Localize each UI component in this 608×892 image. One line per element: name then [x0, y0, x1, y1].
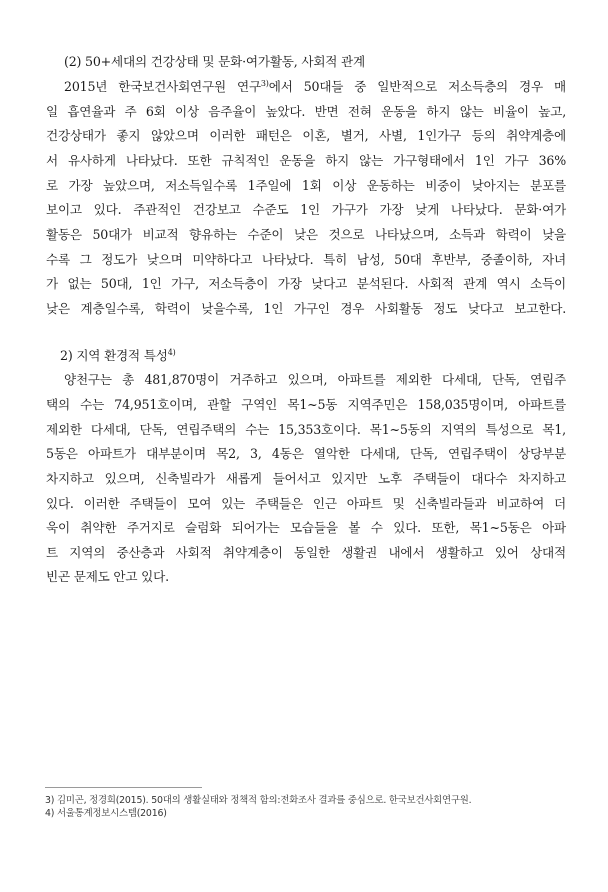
- paragraph-line: 2015년 한국보건사회연구원 연구$^{3)}$에서 50대들 중 일반적으로 저소득층의 경우 매: [64, 79, 566, 94]
- footnote-ref-4[interactable]: 4): [167, 348, 176, 357]
- footnote-divider: [45, 787, 202, 788]
- paragraph-line: 있다. 이러한 주택들이 모여 있는 주택들은 인근 아파트 및 신축빌라들과 비교하여 더: [46, 496, 566, 511]
- paragraph-line: 보이고 있다. 주관적인 건강보고 수준도 1인 가구가 가장 낮게 나타났다. 문화·여가: [46, 202, 566, 217]
- paragraph-line: 가 없는 50대, 1인 가구, 저소득층이 가장 낮다고 분석된다. 사회적 관계 역시 소득이: [46, 276, 566, 291]
- paragraph-line: 일 흡연율과 주 6회 이상 음주율이 높았다. 반면 전혀 운동을 하지 않는 비율이 높고,: [46, 104, 566, 119]
- paragraph-line: 5동은 아파트가 대부분이며 목2, 3, 4동은 열악한 다세대, 단독, 연립주택이 상당부분: [46, 446, 566, 461]
- paragraph-line: 트 지역의 중산층과 사회적 취약계층이 동일한 생활권 내에서 생활하고 있어 상대적: [46, 545, 566, 560]
- paragraph-line: 활동은 50대가 비교적 향유하는 수준이 낮은 것으로 나타났으며, 소득과 학력이 낮을: [46, 227, 566, 242]
- paragraph-line: 빈곤 문제도 안고 있다.: [46, 569, 169, 584]
- paragraph-line: 건강상태가 좋지 않았으며 이러한 패턴은 이혼, 별거, 사별, 1인가구 등의 취약계층에: [46, 128, 566, 143]
- paragraph-line: 차지하고 있으며, 신축빌라가 새롭게 들어서고 있지만 노후 주택들이 대다수 차지하고: [46, 471, 566, 486]
- paragraph-line: 로 가장 높았으며, 저소득일수록 1주일에 1회 이상 운동하는 비중이 낮아지는 분포를: [46, 178, 566, 193]
- section-heading-regional-environment: 2) 지역 환경적 특성$^{4)}$: [60, 348, 176, 363]
- paragraph-line: 욱이 취약한 주거지로 슬럼화 되어가는 모습들을 볼 수 있다. 또한, 목1~5동은 아파: [46, 520, 566, 535]
- footnote-4: 4) 서울통계정보시스템(2016): [45, 808, 167, 819]
- paragraph-line: 낮은 계층일수록, 학력이 낮을수록, 1인 가구인 경우 사회활동 정도 낮다고 보고한다.: [46, 301, 566, 316]
- paragraph-line: 서 유사하게 나타났다. 또한 규칙적인 운동을 하지 않는 가구형태에서 1인 가구 36%: [46, 153, 566, 168]
- paragraph-line: 양천구는 총 481,870명이 거주하고 있으며, 아파트를 제외한 다세대, 단독, 연립주: [64, 372, 566, 387]
- footnote-ref-3[interactable]: 3): [260, 79, 269, 88]
- footnote-3: 3) 김미곤, 정경희(2015). 50대의 생활실태와 정책적 함의:전화조사 결과를 중심으로. 한국보건사회연구원.: [45, 795, 472, 806]
- paragraph-line: 수록 그 정도가 낮으며 미약하다고 나타났다. 특히 남성, 50대 후반부, 중졸이하, 자녀: [46, 252, 566, 267]
- paragraph-line: 제외한 다세대, 단독, 연립주택의 수는 15,353호이다. 목1~5동의 지역의 특성으로 목1,: [46, 422, 566, 437]
- section-heading-health-culture: (2) 50+세대의 건강상태 및 문화·여가활동, 사회적 관계: [64, 54, 365, 69]
- paragraph-line: 택의 수는 74,951호이며, 관할 구역인 목1~5동 지역주민은 158,035명이며, 아파트를: [46, 397, 566, 412]
